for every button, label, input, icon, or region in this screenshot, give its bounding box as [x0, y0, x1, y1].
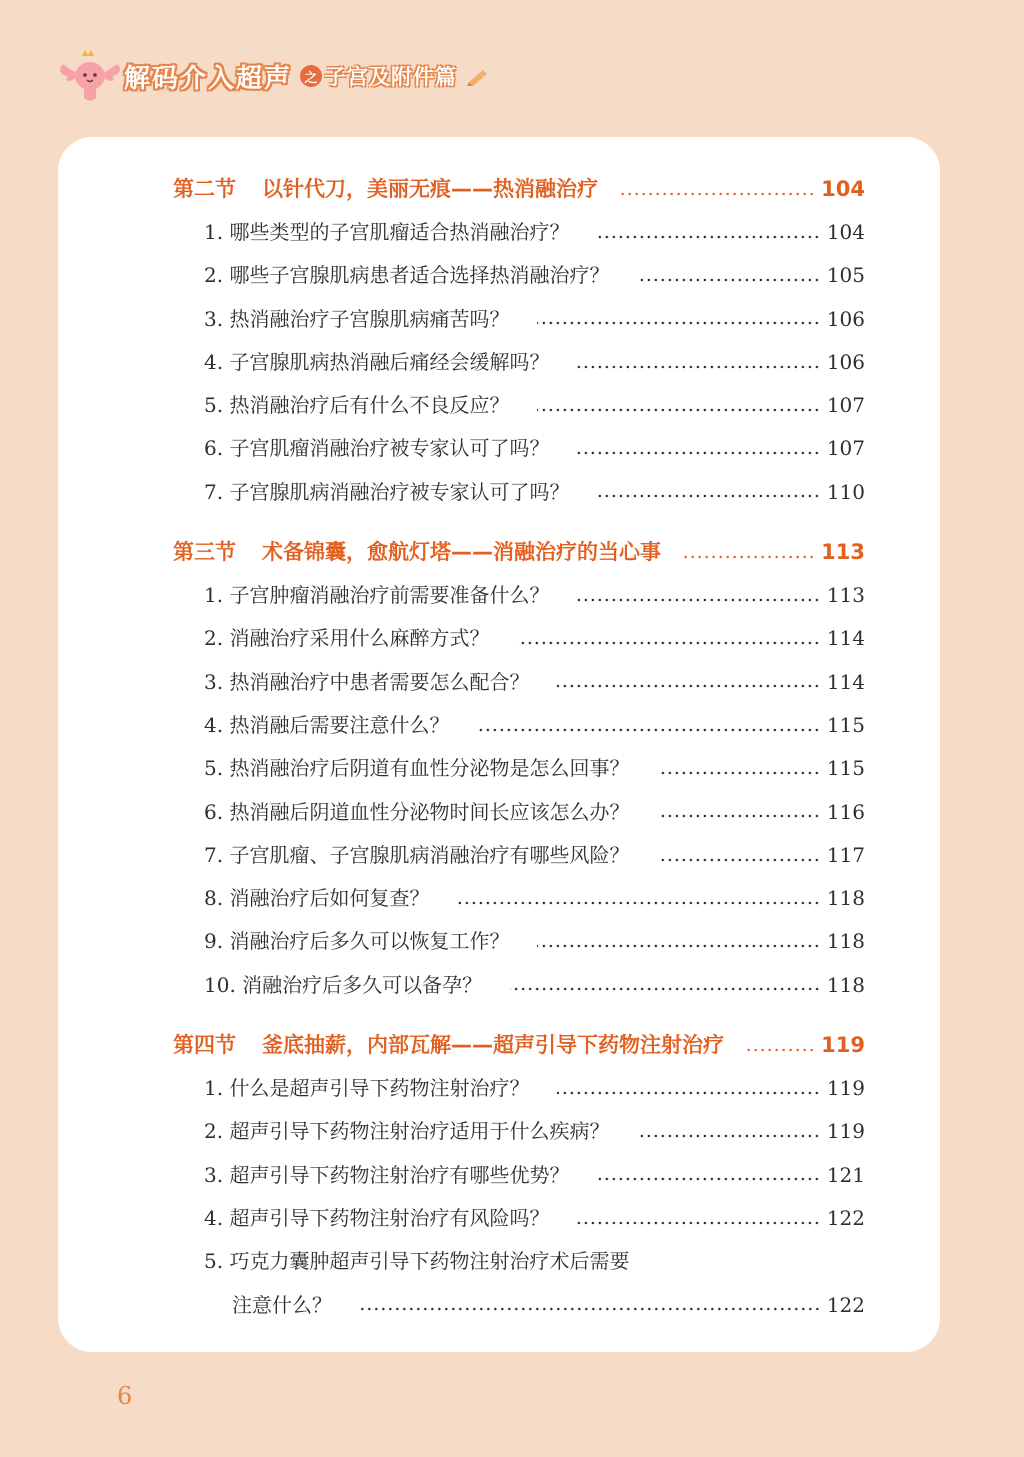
section-page-number: 119 [821, 1033, 865, 1058]
leader-dots [620, 192, 815, 196]
book-subtitle: 子宫及附件篇 [325, 65, 458, 89]
toc-section-heading[interactable] [115, 1024, 865, 1067]
toc-entry-continuation[interactable] [115, 1284, 865, 1327]
toc-entry[interactable] [115, 211, 865, 254]
entry-title: 9. 消融治疗后多久可以恢复工作？ [204, 929, 510, 954]
section-title: 以针代刀，美丽无痕——热消融治疗 [262, 177, 598, 201]
section-number: 第四节 [173, 1033, 236, 1058]
leader-dots [577, 1221, 820, 1225]
entry-page-number: 114 [826, 626, 865, 651]
entry-title: 6. 热消融后阴道血性分泌物时间长应该怎么办？ [204, 799, 630, 824]
entry-title: 2. 哪些子宫腺肌病患者适合选择热消融治疗？ [204, 263, 610, 288]
toc-entry[interactable] [115, 791, 865, 834]
leader-dots [683, 555, 815, 559]
toc-section-heading[interactable] [115, 168, 865, 211]
entry-title-continuation: 注意什么？ [232, 1292, 332, 1317]
leader-dots [510, 987, 821, 991]
toc-entry[interactable] [115, 747, 865, 790]
leader-dots [517, 641, 820, 645]
entry-page-number: 105 [826, 263, 865, 288]
section-title: 釜底抽薪，内部瓦解——超声引导下药物注射治疗 [262, 1033, 724, 1058]
leader-dots [360, 1307, 821, 1311]
entry-title: 3. 超声引导下药物注射治疗有哪些优势？ [204, 1162, 570, 1187]
entry-page-number: 121 [826, 1162, 865, 1187]
pencil-icon [465, 66, 491, 86]
section-number: 第二节 [173, 177, 236, 201]
entry-page-number: 114 [826, 669, 865, 694]
table-of-contents [115, 168, 865, 1327]
entry-page-number: 106 [826, 306, 865, 331]
entry-title: 4. 子宫腺肌病热消融后痛经会缓解吗？ [204, 349, 550, 374]
leader-dots [557, 684, 820, 688]
leader-dots [537, 944, 820, 948]
section-title: 术备锦囊，愈航灯塔——消融治疗的当心事 [262, 540, 661, 565]
entry-title: 4. 超声引导下药物注射治疗有风险吗？ [204, 1205, 550, 1230]
section-page-number: 113 [821, 540, 865, 565]
entry-page-number: 104 [826, 220, 865, 244]
entry-title: 7. 子宫肌瘤、子宫腺肌病消融治疗有哪些风险？ [204, 842, 630, 867]
toc-entry[interactable] [115, 254, 865, 297]
leader-dots [637, 278, 820, 282]
toc-entry[interactable] [115, 298, 865, 341]
entry-title: 10. 消融治疗后多久可以备孕？ [204, 972, 483, 997]
entry-title: 5. 巧克力囊肿超声引导下药物注射治疗术后需要 [204, 1249, 630, 1274]
toc-entry[interactable] [115, 964, 865, 1007]
leader-dots [577, 451, 820, 455]
entry-page-number: 115 [826, 712, 865, 737]
toc-entry[interactable] [115, 1067, 865, 1110]
entry-page-number: 118 [826, 886, 865, 911]
entry-page-number: 115 [826, 756, 865, 781]
toc-entry[interactable] [115, 341, 865, 384]
uterus-mascot-icon [58, 46, 122, 106]
book-series-title: 解码介入超声 [124, 63, 293, 94]
toc-entry[interactable] [115, 704, 865, 747]
toc-entry[interactable] [115, 1110, 865, 1153]
leader-dots [537, 408, 820, 412]
toc-entry[interactable] [115, 1154, 865, 1197]
entry-title: 2. 消融治疗采用什么麻醉方式？ [204, 626, 490, 651]
leader-dots [637, 1134, 820, 1138]
entry-title: 5. 热消融治疗后阴道有血性分泌物是怎么回事？ [204, 756, 630, 781]
entry-page-number: 122 [826, 1292, 865, 1317]
entry-title: 1. 哪些类型的子宫肌瘤适合热消融治疗？ [204, 220, 570, 244]
leader-dots [657, 814, 820, 818]
book-header [58, 46, 491, 106]
section-number: 第三节 [173, 540, 236, 565]
toc-entry[interactable] [115, 574, 865, 617]
toc-entry[interactable] [115, 1240, 865, 1283]
leader-dots [537, 321, 820, 325]
entry-page-number: 113 [826, 583, 865, 608]
entry-page-number: 116 [826, 799, 865, 824]
leader-dots [597, 494, 820, 498]
toc-entry[interactable] [115, 661, 865, 704]
leader-dots [597, 1177, 820, 1181]
leader-dots [477, 728, 820, 732]
toc-entry[interactable] [115, 384, 865, 427]
entry-page-number: 107 [826, 393, 865, 418]
entry-page-number: 119 [826, 1076, 865, 1101]
leader-dots [657, 858, 820, 862]
leader-dots [557, 1091, 820, 1095]
entry-title: 1. 子宫肿瘤消融治疗前需要准备什么？ [204, 583, 550, 608]
entry-title: 3. 热消融治疗中患者需要怎么配合？ [204, 669, 530, 694]
leader-dots [657, 771, 820, 775]
entry-page-number: 122 [826, 1205, 865, 1230]
entry-title: 4. 热消融后需要注意什么？ [204, 712, 450, 737]
entry-page-number: 118 [826, 929, 865, 954]
toc-entry[interactable] [115, 427, 865, 470]
toc-entry[interactable] [115, 834, 865, 877]
entry-page-number: 107 [826, 436, 865, 461]
toc-entry[interactable] [115, 1197, 865, 1240]
leader-dots [597, 235, 820, 239]
entry-title: 2. 超声引导下药物注射治疗适用于什么疾病？ [204, 1119, 610, 1144]
leader-dots [577, 365, 820, 369]
entry-title: 6. 子宫肌瘤消融治疗被专家认可了吗？ [204, 436, 550, 461]
zhi-badge: 之 [300, 65, 322, 87]
entry-page-number: 119 [826, 1119, 865, 1144]
entry-page-number: 106 [826, 349, 865, 374]
entry-title: 1. 什么是超声引导下药物注射治疗？ [204, 1076, 530, 1101]
page-number: 6 [117, 1382, 133, 1410]
entry-page-number: 118 [826, 972, 865, 997]
entry-title: 5. 热消融治疗后有什么不良反应？ [204, 393, 510, 418]
entry-page-number: 117 [826, 842, 865, 867]
section-page-number: 104 [821, 177, 865, 201]
toc-entry[interactable] [115, 471, 865, 514]
entry-title: 3. 热消融治疗子宫腺肌病痛苦吗？ [204, 306, 510, 331]
toc-entry[interactable] [115, 877, 865, 920]
entry-page-number: 110 [826, 479, 865, 504]
toc-section-heading[interactable] [115, 531, 865, 574]
toc-entry[interactable] [115, 617, 865, 660]
leader-dots [746, 1048, 815, 1052]
leader-dots [577, 598, 820, 602]
entry-title: 7. 子宫腺肌病消融治疗被专家认可了吗？ [204, 479, 570, 504]
entry-title: 8. 消融治疗后如何复查？ [204, 886, 430, 911]
leader-dots [457, 901, 820, 905]
toc-entry[interactable] [115, 920, 865, 963]
